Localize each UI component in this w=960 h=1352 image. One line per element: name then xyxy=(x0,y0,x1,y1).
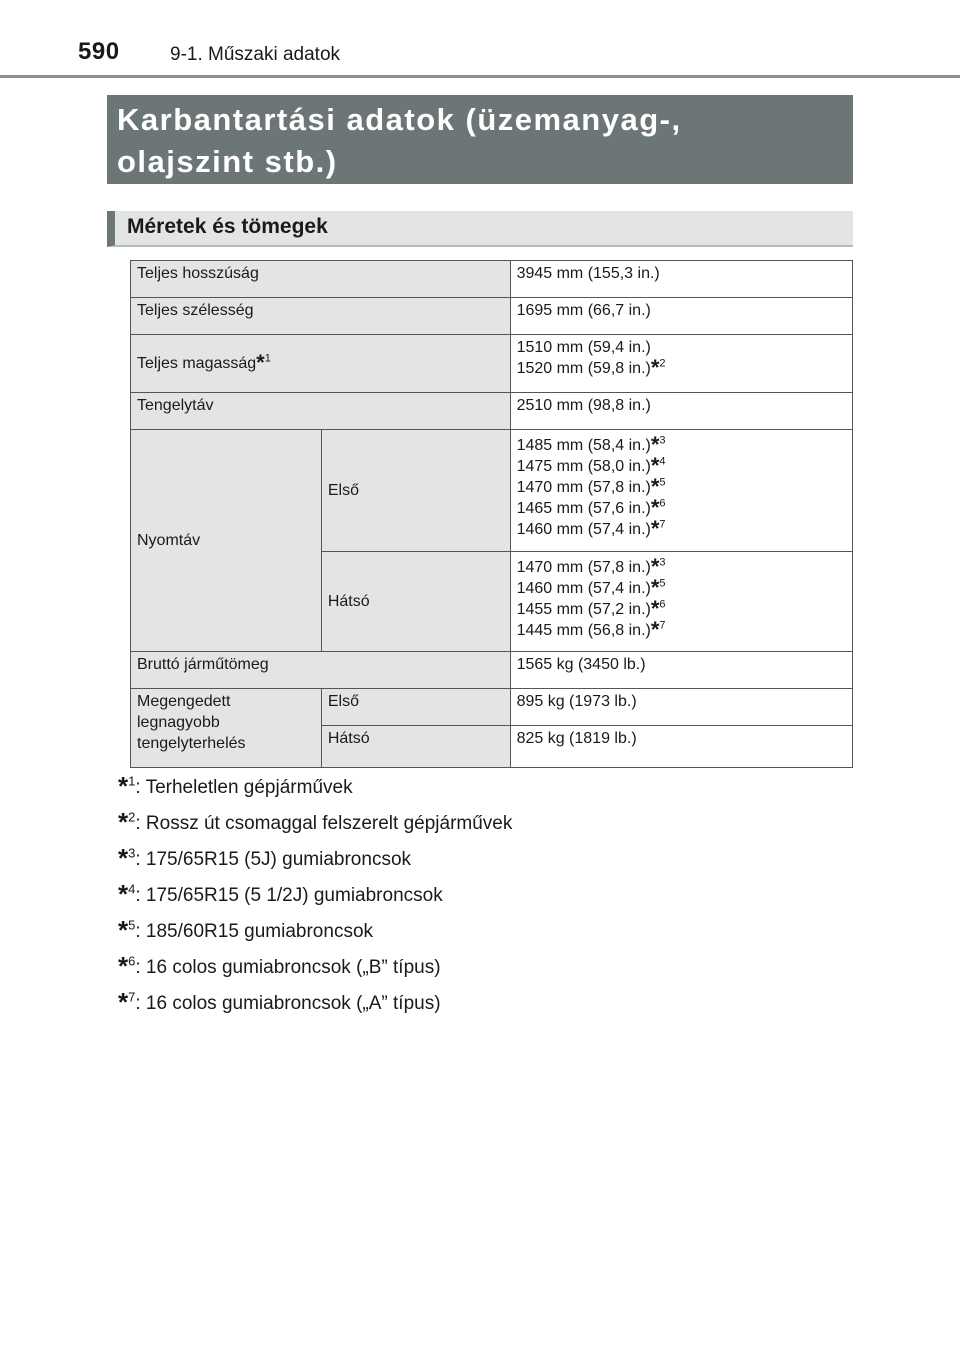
value-text: 1510 mm (59,4 in.) xyxy=(516,339,651,356)
footnotes xyxy=(118,773,818,1025)
footnote-star: * xyxy=(650,554,660,579)
value-line xyxy=(516,474,846,499)
value-line xyxy=(516,516,846,541)
footnote-ref: 2 xyxy=(659,357,666,370)
row-value xyxy=(510,552,852,652)
footnote-ref: 5 xyxy=(659,476,666,489)
table-row xyxy=(131,430,853,552)
footnote-ref: 4 xyxy=(659,455,666,468)
table-row xyxy=(131,393,853,430)
footnote-star: * xyxy=(256,350,265,375)
footnote-ref: 5 xyxy=(659,577,666,590)
footnote-item xyxy=(118,917,818,953)
value-text: 1460 mm (57,4 in.) xyxy=(516,521,651,538)
footnote-ref: 7 xyxy=(659,619,666,632)
footnote-text: : 185/60R15 gumiabroncsok xyxy=(135,921,374,942)
footnote-text: : 175/65R15 (5J) gumiabroncsok xyxy=(135,849,412,870)
value-text: 1470 mm (57,8 in.) xyxy=(516,559,651,576)
page-title xyxy=(107,95,853,184)
value-line xyxy=(517,337,846,358)
value-line xyxy=(516,596,846,621)
value-text: 1465 mm (57,6 in.) xyxy=(516,500,651,517)
footnote-number: 2 xyxy=(128,809,136,825)
footnote-star: * xyxy=(118,987,129,1017)
footnote-star: * xyxy=(118,879,129,909)
row-label: Teljes hosszúság xyxy=(131,261,511,298)
row-label: Bruttó járműtömeg xyxy=(131,652,511,689)
footnote-star: * xyxy=(118,771,129,801)
footnote-star: * xyxy=(650,516,660,541)
page-number: 590 xyxy=(78,38,120,65)
footnote-number: 5 xyxy=(128,917,136,933)
row-value: 2510 mm (98,8 in.) xyxy=(510,393,852,430)
footnote-number: 7 xyxy=(128,989,136,1005)
table-row xyxy=(131,298,853,335)
value-line xyxy=(516,575,846,600)
row-value xyxy=(510,430,852,552)
footnote-item xyxy=(118,881,818,917)
footnote-star: * xyxy=(650,355,660,380)
footnote-star: * xyxy=(118,807,129,837)
value-line xyxy=(516,355,846,380)
footnote-star: * xyxy=(650,453,660,478)
row-value xyxy=(510,335,852,393)
footnote-number: 1 xyxy=(128,773,136,789)
row-sublabel: Első xyxy=(321,430,510,552)
row-label xyxy=(131,335,511,393)
footnote-item xyxy=(118,845,818,881)
footnote-text: : Rossz út csomaggal felszerelt gépjárművek xyxy=(135,813,513,834)
footnote-star: * xyxy=(650,575,660,600)
footnote-star: * xyxy=(118,951,129,981)
footnote-star: * xyxy=(650,495,660,520)
footnote-star: * xyxy=(650,596,660,621)
footnote-item xyxy=(118,809,818,845)
footnote-item xyxy=(118,989,818,1025)
value-text: 1455 mm (57,2 in.) xyxy=(516,601,651,618)
value-line xyxy=(516,617,846,642)
row-value: 3945 mm (155,3 in.) xyxy=(510,261,852,298)
section-subheading: Méretek és tömegek xyxy=(107,211,853,247)
value-text: 1485 mm (58,4 in.) xyxy=(516,437,651,454)
row-value: 1565 kg (3450 lb.) xyxy=(510,652,852,689)
value-text: 1460 mm (57,4 in.) xyxy=(516,580,651,597)
footnote-star: * xyxy=(650,432,660,457)
row-sublabel: Hátsó xyxy=(321,726,510,768)
row-sublabel: Hátsó xyxy=(321,552,510,652)
value-line xyxy=(516,432,846,457)
row-value: 825 kg (1819 lb.) xyxy=(510,726,852,768)
dimensions-table xyxy=(130,260,853,768)
value-text: 1520 mm (59,8 in.) xyxy=(516,360,651,377)
row-label: Megengedett legnagyobb tengelyterhelés xyxy=(131,689,322,768)
row-label-text: Teljes magasság xyxy=(137,355,257,372)
value-text: 1445 mm (56,8 in.) xyxy=(516,622,651,639)
footnote-ref: 3 xyxy=(659,556,666,569)
footnote-number: 4 xyxy=(128,881,136,897)
row-label: Tengelytáv xyxy=(131,393,511,430)
row-value: 1695 mm (66,7 in.) xyxy=(510,298,852,335)
footnote-ref: 6 xyxy=(659,497,666,510)
footnote-number: 3 xyxy=(128,845,136,861)
section-label: 9-1. Műszaki adatok xyxy=(170,44,341,65)
value-line xyxy=(516,554,846,579)
row-label: Teljes szélesség xyxy=(131,298,511,335)
footnote-ref: 7 xyxy=(659,518,666,531)
table-row xyxy=(131,261,853,298)
row-value: 895 kg (1973 lb.) xyxy=(510,689,852,726)
row-label: Nyomtáv xyxy=(131,430,322,652)
value-line xyxy=(516,495,846,520)
footnote-item xyxy=(118,773,818,809)
page-title-line-1: Karbantartási adatok (üzemanyag-, xyxy=(117,102,682,137)
value-line xyxy=(516,453,846,478)
footnote-number: 6 xyxy=(128,953,136,969)
value-text: 1475 mm (58,0 in.) xyxy=(516,458,651,475)
footnote-ref: 6 xyxy=(659,598,666,611)
footnote-star: * xyxy=(650,474,660,499)
footnote-star: * xyxy=(118,915,129,945)
footnote-item xyxy=(118,953,818,989)
row-sublabel: Első xyxy=(321,689,510,726)
footnote-ref: 1 xyxy=(264,352,271,365)
footnote-text: : 16 colos gumiabroncsok („A” típus) xyxy=(135,993,441,1014)
footnote-star: * xyxy=(650,617,660,642)
footnote-ref: 3 xyxy=(659,434,666,447)
header-divider xyxy=(0,75,960,78)
value-text: 1470 mm (57,8 in.) xyxy=(516,479,651,496)
footnote-text: : Terheletlen gépjárművek xyxy=(135,777,353,798)
page-title-line-2: olajszint stb.) xyxy=(117,144,338,179)
table-row xyxy=(131,652,853,689)
table-row xyxy=(131,689,853,726)
footnote-star: * xyxy=(118,843,129,873)
footnote-text: : 16 colos gumiabroncsok („B” típus) xyxy=(135,957,441,978)
footnote-text: : 175/65R15 (5 1/2J) gumiabroncsok xyxy=(135,885,443,906)
table-row xyxy=(131,335,853,393)
